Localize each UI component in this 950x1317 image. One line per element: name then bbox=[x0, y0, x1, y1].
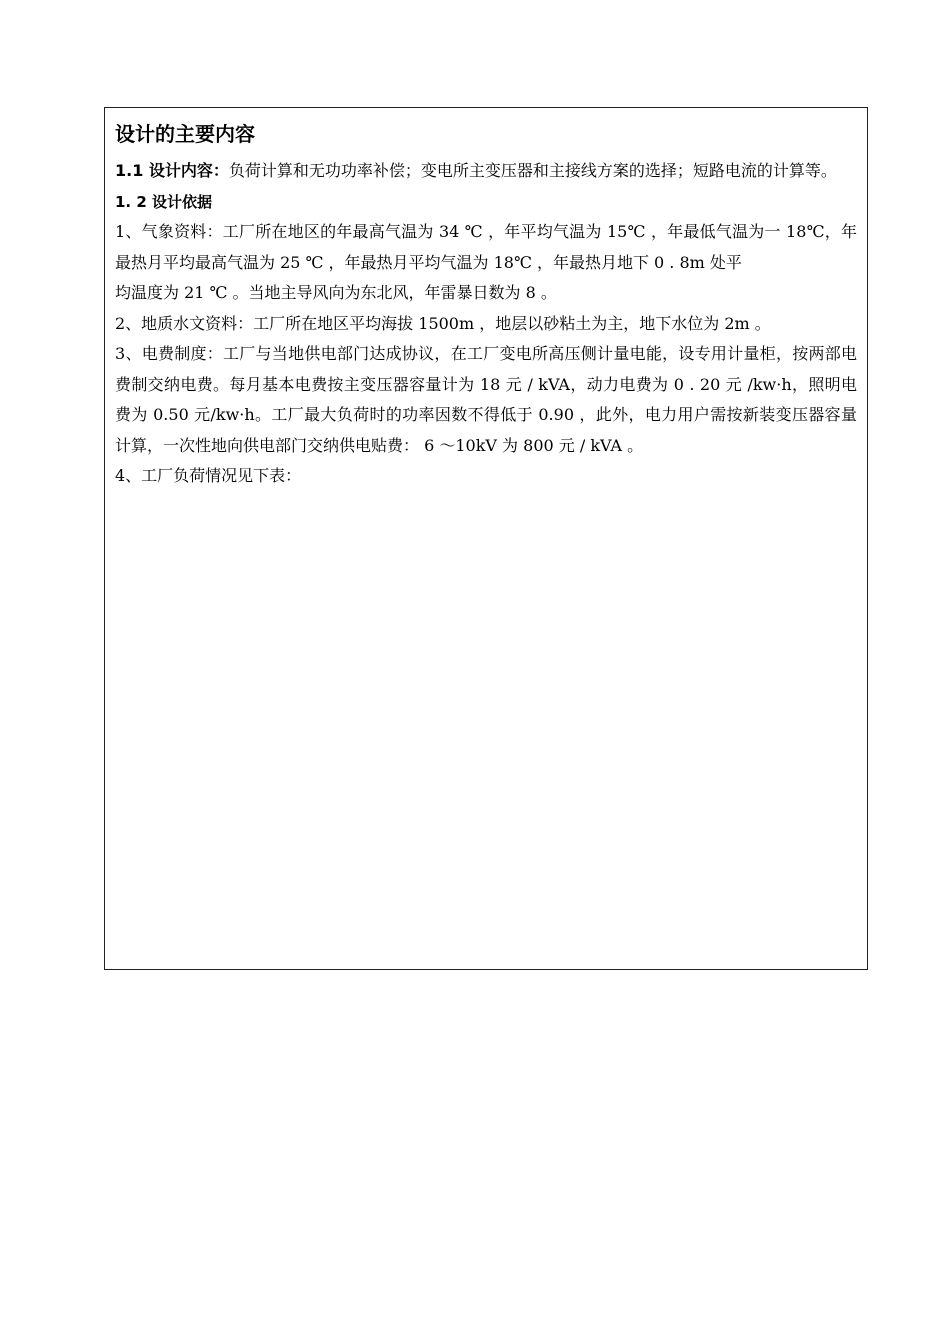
content-frame bbox=[104, 107, 868, 970]
section-title: 设计的主要内容 bbox=[115, 122, 255, 146]
load-table-intro: 4、工厂负荷情况见下表： bbox=[115, 466, 302, 485]
weather-data-continuation: 均温度为 21 ℃ 。当地主导风向为东北风，年雷暴日数为 8 。 bbox=[115, 283, 557, 302]
electricity-fee-paragraph: 3、电费制度：工厂与当地供电部门达成协议，在工厂变电所高压侧计量电能，设专用计量柜，按两部电费制交纳电费。每月基本电费按主变压器容量计为 18 元 / kVA，动力电费为 0 . 20 元 /kw·h，照明电费为 0.50 元/kw·h。工厂最大负荷时的功率因数不得低于 0.90 ，此外，电力用户需按新装变压器容量计算，一次性地向供电部门交纳供电贴费： 6 ～10kV 为 800 元 / kVA 。 bbox=[115, 344, 857, 455]
design-content-label: 1.1 设计内容： bbox=[115, 161, 229, 180]
design-content-paragraph bbox=[115, 156, 857, 187]
geology-data-paragraph: 2、地质水文资料：工厂所在地区平均海拔 1500m ，地层以砂粘土为主，地下水位为 2m 。 bbox=[115, 313, 771, 333]
design-basis-heading: 1. 2 设计依据 bbox=[115, 192, 213, 211]
design-content-text: 负荷计算和无功功率补偿；变电所主变压器和主接线方案的选择；短路电流的计算等。 bbox=[228, 161, 837, 180]
weather-data-paragraph: 1、气象资料：工厂所在地区的年最高气温为 34 ℃ ，年平均气温为 15℃ ，年最低气温为一 18℃，年最热月平均最高气温为 25 ℃ ，年最热月平均气温为 18℃ ，年最热月地下 0 . 8m 处平 bbox=[115, 222, 857, 272]
